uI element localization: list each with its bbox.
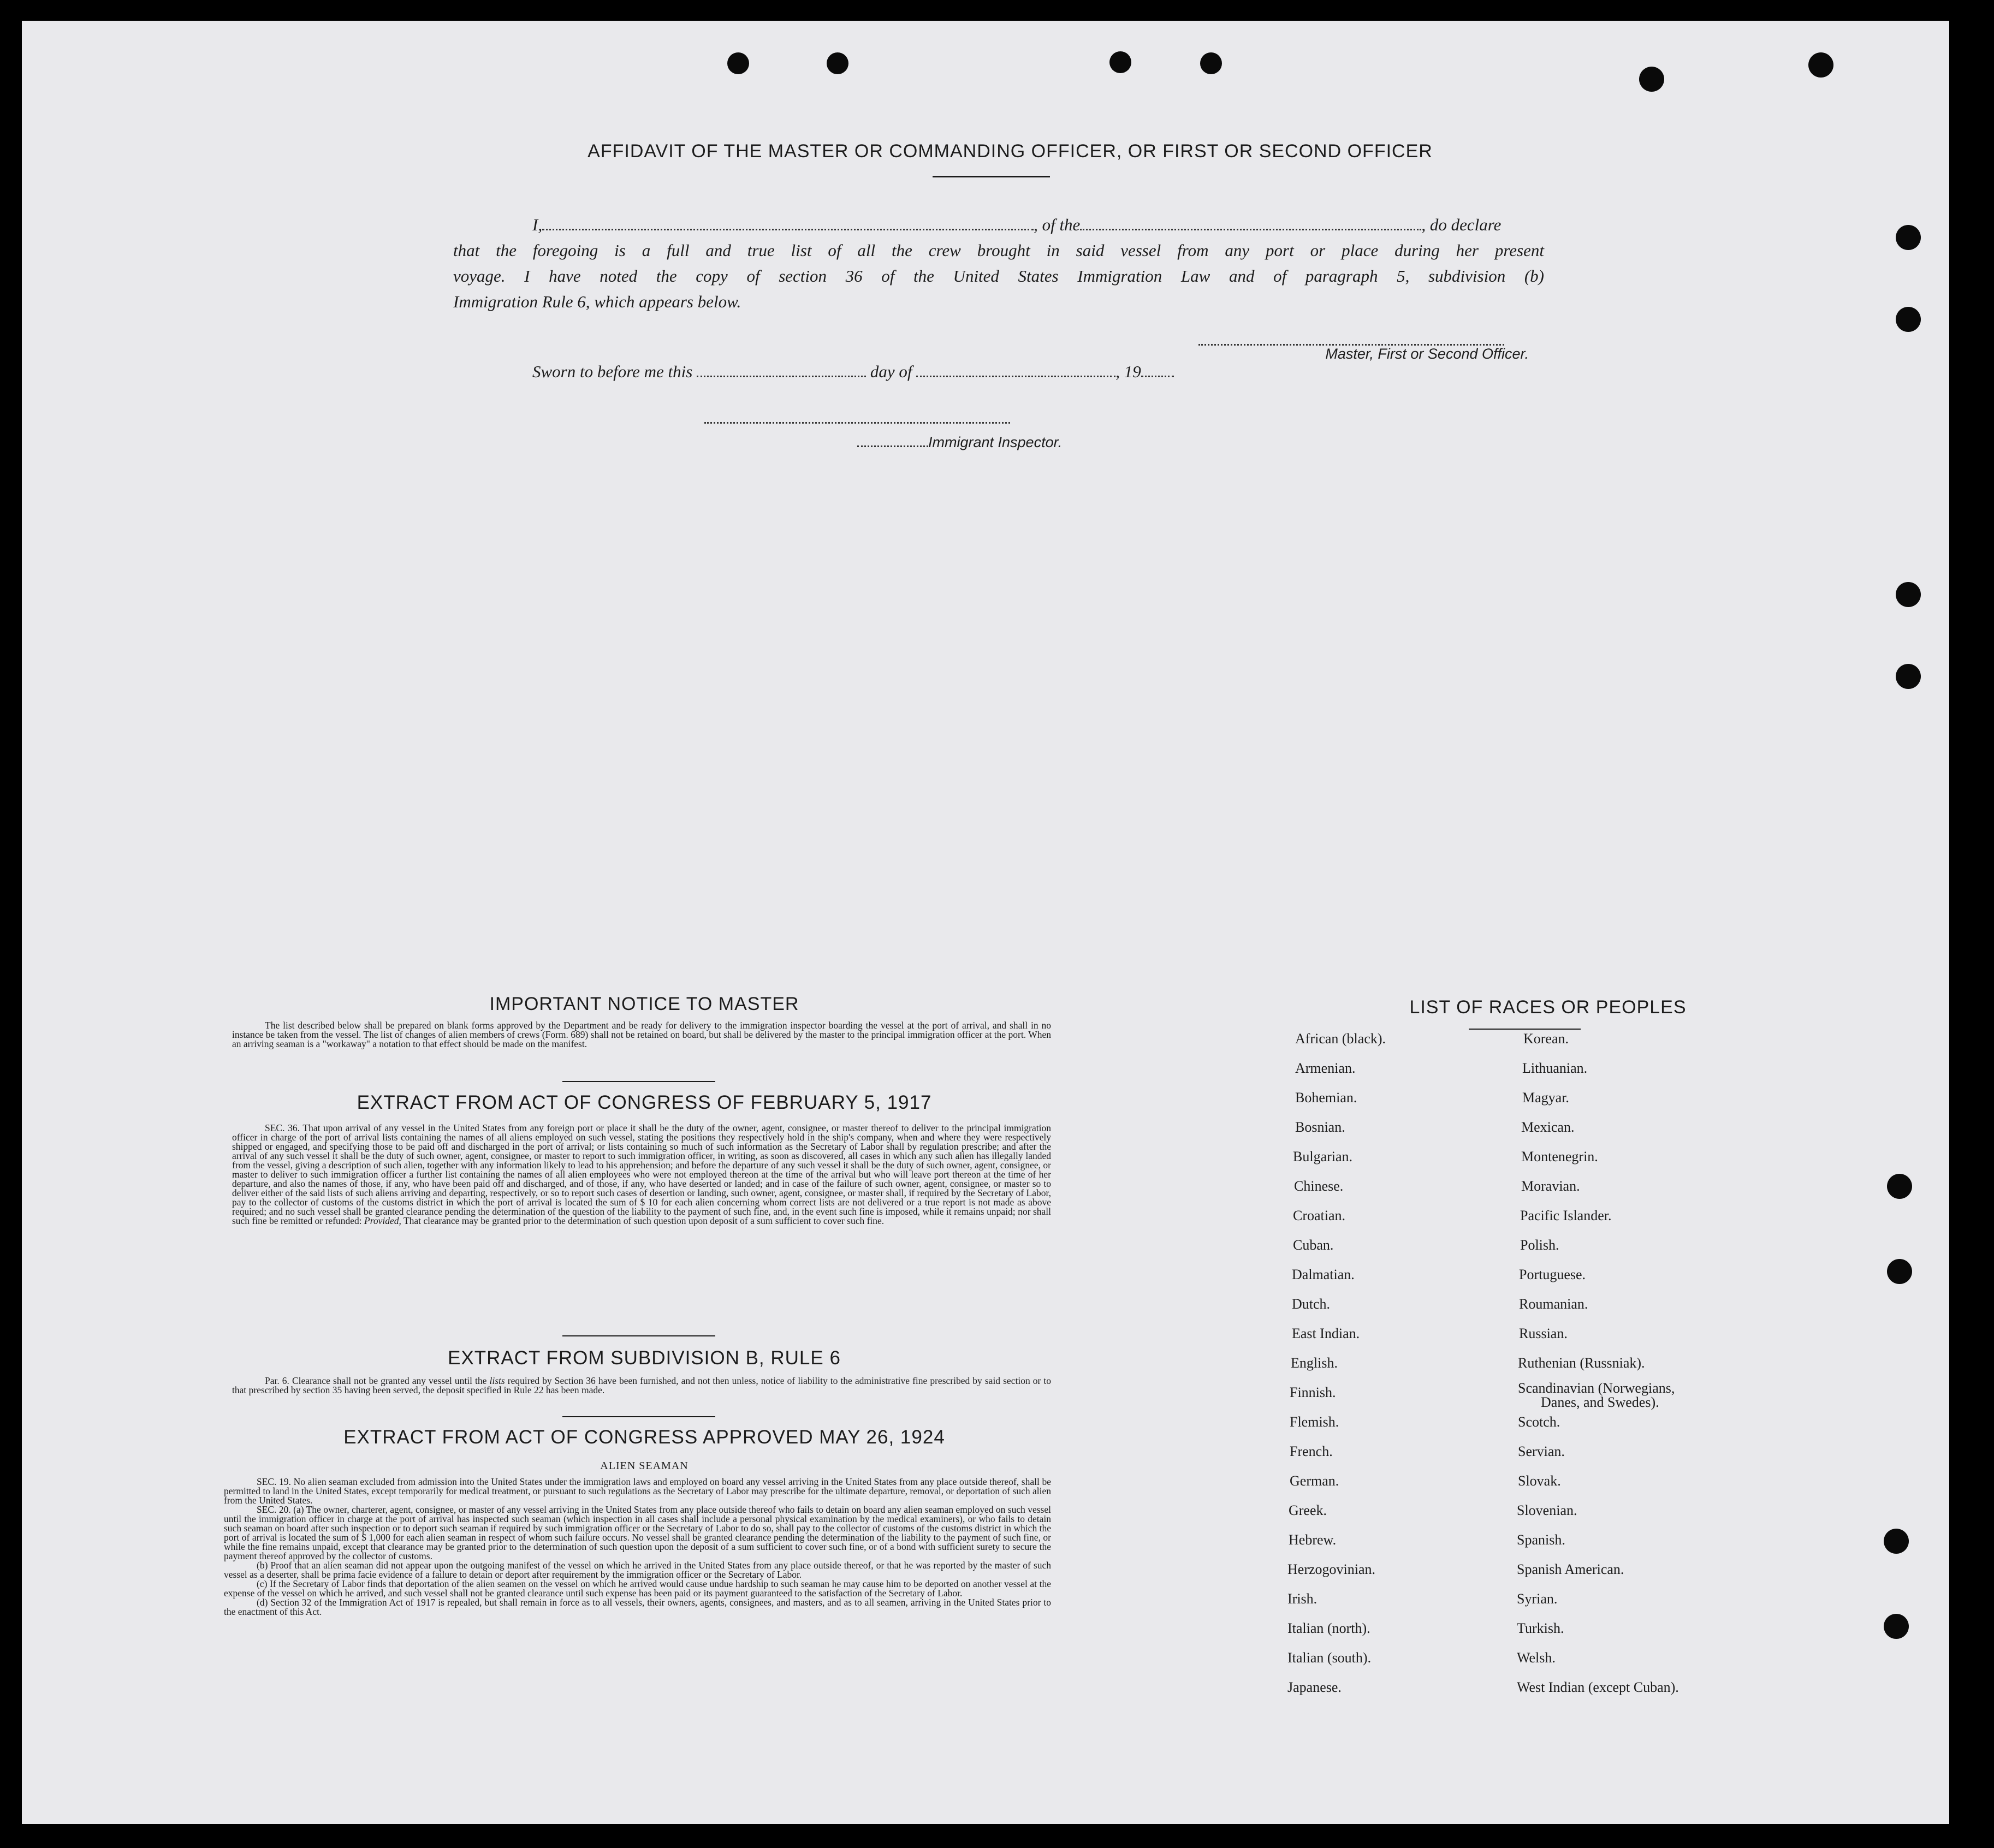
race-item: Cuban. [1293,1237,1334,1253]
fill-in-year-field [1141,376,1174,377]
punch-hole [1896,225,1921,250]
section-text: Par. 6. Clearance shall not be granted any vessel until the [265,1375,487,1386]
race-item: Chinese. [1294,1178,1344,1194]
declaration-line: voyage. I have noted the copy of section 36 of the United States Immigration Law and of paragraph 5, subdivision (b) [453,266,1544,286]
race-item: Spanish American. [1517,1561,1624,1577]
race-item: Danes, and Swedes). [1541,1394,1659,1410]
race-item: Moravian. [1521,1178,1580,1194]
fill-in-day-field [697,376,866,377]
divider [562,1416,715,1417]
extract-1924-title: EXTRACT FROM ACT OF CONGRESS APPROVED MAY 26, 1924 [343,1427,945,1448]
declaration-line: that the foregoing is a full and true list of all the crew brought in said vessel from any port or place during her present [453,241,1544,260]
punch-hole [1884,1529,1909,1554]
section-20a-paragraph: SEC. 20. (a) The owner, charterer, agent, consignee, or master of any vessel arriving in the United States from any place outside thereof who fails to detain on board any alien seaman employed on such vessel until the immigration officer in charge at the port of arrival has inspected such seaman (which inspection in all cases shall include a personal physical examination by the medical examiners), or who fails to detain such seaman on board after such inspection or to deport such seaman if required by such immigration officer or the Secretary of Labor to do so, shall pay to the collector of customs of the customs district in which the port of arrival is located the sum of $ 1,000 for each alien seaman in respect of whom such failure occurs. No vessel shall be granted clearance pending the determination of the liability to the payment of such fine, or while the fine remains unpaid, except that clearance may be granted prior to the determination of such question upon the deposit of a sum sufficient to cover such fine, or of a bond with sufficient surety to secure the payment thereof approved by the collector of customs. [224,1504,1051,1561]
race-item: Welsh. [1517,1650,1556,1666]
inspector-caption: Immigrant Inspector. [928,434,1063,450]
race-item: Flemish. [1290,1414,1339,1430]
punch-hole [1639,67,1664,92]
signature-caption: Master, First or Second Officer. [1325,346,1529,362]
punch-hole [1896,307,1921,332]
race-item: West Indian (except Cuban). [1517,1679,1679,1695]
fill-in-month-field [916,376,1115,377]
race-item: Greek. [1289,1502,1327,1518]
race-item: Ruthenian (Russniak). [1518,1355,1645,1371]
race-item: Syrian. [1517,1591,1558,1607]
race-item: Bohemian. [1295,1090,1357,1106]
notice-body [232,1021,1051,1049]
punch-hole [1887,1259,1912,1284]
race-item: Korean. [1523,1031,1569,1047]
sworn-text: day of [870,362,912,381]
punch-hole [1200,52,1222,74]
extract-1917-title: EXTRACT FROM ACT OF CONGRESS OF FEBRUARY 5, 1917 [357,1092,932,1113]
race-item: Magyar. [1522,1090,1569,1106]
section-36-paragraph [232,1124,1051,1226]
divider [933,176,1050,177]
race-item: Montenegrin. [1521,1149,1598,1164]
race-item: Italian (south). [1287,1650,1372,1666]
extract-rule6-title: EXTRACT FROM SUBDIVISION B, RULE 6 [448,1347,841,1369]
race-item: German. [1290,1473,1339,1489]
declaration-text: , do declare [1421,215,1502,234]
fill-in-name-field [542,229,1034,230]
section-text: Provided, [364,1215,401,1226]
affidavit-title: AFFIDAVIT OF THE MASTER OR COMMANDING OFFICER, OR FIRST OR SECOND OFFICER [587,141,1433,162]
section-19-paragraph: SEC. 19. No alien seaman excluded from admission into the United States under the immigration laws and employed on board any vessel arriving in the United States from any place outside thereof, shall be permitted to land in the United States, except temporarily for medical treatment, or pursuant to such regulations as the Secretary of Labor may prescribe for the ultimate departure, removal, or deportation of such alien from the United States. [224,1476,1051,1506]
sworn-line [532,362,1174,382]
section-text: That clearance may be granted prior to the determination of such question upon deposit of a sum sufficient to cover such fine. [403,1215,885,1226]
race-item: Slovak. [1518,1473,1561,1489]
race-item: Bulgarian. [1293,1149,1353,1164]
race-item: English. [1291,1355,1338,1371]
affidavit-declaration [453,212,1544,314]
race-item: Lithuanian. [1522,1060,1588,1076]
race-item: Scandinavian (Norwegians, [1518,1380,1675,1396]
race-item: Pacific Islander. [1520,1208,1612,1223]
declaration-text: I, [532,215,543,234]
extract-rule6-body [232,1376,1051,1395]
race-item: Croatian. [1293,1208,1346,1223]
punch-hole [1887,1174,1912,1199]
race-item: Portuguese. [1519,1267,1586,1282]
section-20d-paragraph: (d) Section 32 of the Immigration Act of 1917 is repealed, but shall remain in force as to all vessels, their owners, agents, consignees, and masters, and as to all seamen, arriving in the United States prior to the enactment of this Act. [224,1597,1051,1617]
declaration-text: , of the [1034,215,1081,234]
race-item: Finnish. [1290,1384,1336,1400]
race-item: Russian. [1519,1326,1568,1341]
divider [1469,1029,1581,1030]
race-item: Bosnian. [1295,1119,1345,1135]
extract-1924-subtitle: ALIEN SEAMAN [600,1460,689,1472]
race-item: Dutch. [1292,1296,1331,1312]
race-item: Armenian. [1295,1060,1356,1076]
punch-hole [1109,51,1131,73]
punch-hole [1884,1614,1909,1639]
punch-hole [1808,52,1833,78]
race-item: Spanish. [1517,1532,1565,1548]
divider [562,1335,715,1336]
extract-1917-body [232,1124,1051,1226]
document-page [22,21,1949,1824]
section-20b-paragraph: (b) Proof that an alien seaman did not appear upon the outgoing manifest of the vessel on which he arrived in the United States from any place outside thereof, or that he was reported by the master of such vessel as a deserter, shall be prima facie evidence of a failure to detain or deport after requirement by the immigration officer or the Secretary of Labor. [224,1560,1051,1580]
fill-in-vessel-field [1080,229,1421,230]
punch-hole [1896,582,1921,607]
divider [562,1081,715,1082]
race-item: Turkish. [1517,1620,1564,1636]
race-item: French. [1290,1443,1333,1459]
race-item: Polish. [1520,1237,1559,1253]
race-item: Irish. [1287,1591,1318,1607]
race-item: East Indian. [1292,1326,1360,1341]
sworn-text: Sworn to before me this [532,362,693,381]
section-text: SEC. 36. That upon arrival of any vessel in the United States from any foreign port or place it shall be the duty of the owner, agent, consignee, or master thereof to deliver to the principal immigration officer in charge of the port of arrival lists containing the names of all aliens employed on such vessel, stating the positions they respectively hold in the ship's company, when and where they were respectively shipped or engaged, and specifying those to be paid off and discharged in the port of arrival; or lists containing so much of such information as the Secretary of Labor shall by regulation prescribe; and after the arrival of any such vessel it shall be the duty of such owner, agent, consignee, or master to report to such immigration officer, in writing, as soon as discovered, all cases in which any such alien has illegally landed from the vessel, giving a description of such alien, together with any information likely to lead to his apprehension; and before the departure of any such vessel it shall be the duty of such owner, agent, consignee, or master to deliver to such immigration officer a further list containing the names of all alien employees who were not employed thereon at the time of the arrival but who will leave port thereon at the time of her departure, and also the names of those, if any, who have been paid off and discharged, and of those, if any, who have deserted or landed; and in case of the failure of such owner, agent, consignee, or master so to deliver either of the said lists of such aliens arriving and departing, respectively, or so to report such cases of desertion or landing, such owner, agent, consignee, or master shall, if required by the Secretary of Labor, pay to the collector of customs of the customs district in which the port of arrival is located the sum of $ 10 for each alien concerning whom correct lists are not delivered or a true report is not made as above required; and no such vessel shall be granted clearance pending the determination of the question of the liability to the payment of such fine, and, in the event such fine is imposed, while it remains unpaid; nor shall such fine be remitted or refunded: [232,1122,1051,1226]
section-text: lists [489,1375,505,1386]
race-item: Slovenian. [1517,1502,1577,1518]
race-item: Scotch. [1518,1414,1560,1430]
sworn-text: , 19 [1115,362,1141,381]
declaration-line: Immigration Rule 6, which appears below. [453,292,741,311]
leader-dots [857,445,928,447]
race-item: Hebrew. [1289,1532,1337,1548]
extract-1924-body [224,1477,1051,1617]
section-text: required by Section 36 have been furnished, and not then unless, notice of liability to the administrative fine prescribed by said section or to that prescribed by section 35 having been served, the deposit specified in Rule 22 has been made. [232,1375,1052,1395]
races-title: LIST OF RACES OR PEOPLES [1409,997,1687,1018]
inspector-signature-line [704,422,1010,424]
section-20c-paragraph: (c) If the Secretary of Labor finds that deportation of the alien seamen on the vessel on which he arrived would cause undue hardship to such seaman he may cause him to be deported on another vessel at the expense of the vessel on which he arrived, and such vessel shall not be granted clearance until such expense has been paid or its payment guaranteed to the satisfaction of the Secretary of Labor. [224,1578,1051,1599]
race-item: Dalmatian. [1292,1267,1355,1282]
race-item: Herzogovinian. [1287,1561,1376,1577]
rule6-paragraph [232,1376,1051,1395]
race-item: Italian (north). [1287,1620,1370,1636]
race-item: Mexican. [1521,1119,1575,1135]
race-item: Roumanian. [1519,1296,1588,1312]
race-item: Japanese. [1287,1679,1342,1695]
punch-hole [1896,664,1921,689]
punch-hole [827,52,848,74]
race-item: African (black). [1295,1031,1386,1047]
declaration-line [453,212,1544,237]
race-item: Servian. [1518,1443,1565,1459]
punch-hole [727,52,749,74]
inspector-caption-row [857,434,1062,451]
notice-paragraph: The list described below shall be prepared on blank forms approved by the Department and be ready for delivery to the immigration inspector boarding the vessel at the port of arrival, and shall in no instance be taken from the vessel. The list of changes of alien members of crews (Form. 689) shall not be retained on board, but shall be delivered by the master to the principal immigration officer at the port. When an arriving seaman is a "workaway" a notation to that effect should be made on the manifest. [232,1020,1051,1049]
notice-title: IMPORTANT NOTICE TO MASTER [489,994,799,1014]
